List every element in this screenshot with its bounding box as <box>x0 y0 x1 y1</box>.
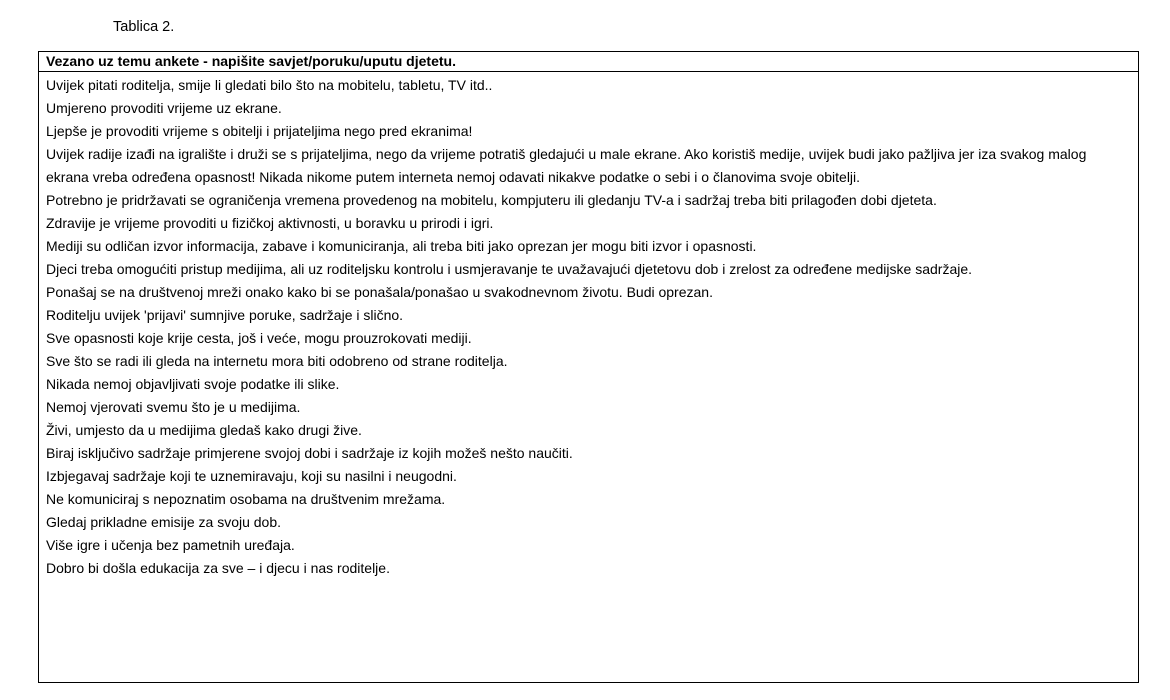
table-row: Ljepše je provoditi vrijeme s obitelji i prijateljima nego pred ekranima! <box>46 123 473 139</box>
table-row: Nemoj vjerovati svemu što je u medijima. <box>46 399 301 415</box>
table-row: Uvijek radije izađi na igralište i druži se s prijateljima, nego da vrijeme potratiš gledajući u male ekrane. Ako koristiš medije, uvijek budi jako pažljiva jer iza svakog malog ekrana vreba određena opasnost! Nikada nikome putem interneta nemoj odavati nikakve podatke o sebi i o članovima svoje obitelji. <box>46 146 1087 185</box>
table-row: Ponašaj se na društvenoj mreži onako kako bi se ponašala/ponašao u svakodnevnom životu. Budi oprezan. <box>46 284 713 300</box>
table-row: Umjereno provoditi vrijeme uz ekrane. <box>46 100 282 116</box>
table-row: Gledaj prikladne emisije za svoju dob. <box>46 514 282 530</box>
table-header: Vezano uz temu ankete - napišite savjet/poruku/uputu djetetu. <box>39 52 1138 72</box>
table-row: Više igre i učenja bez pametnih uređaja. <box>46 537 295 553</box>
table-row: Potrebno je pridržavati se ograničenja vremena provedenog na mobitelu, kompjuteru ili gledanju TV-a i sadržaj treba biti prilagođen dobi djeteta. <box>46 192 937 208</box>
table-row: Sve opasnosti koje krije cesta, još i veće, mogu prouzrokovati mediji. <box>46 330 472 346</box>
table-row: Uvijek pitati roditelja, smije li gledati bilo što na mobitelu, tabletu, TV itd.. <box>46 77 493 93</box>
table-row: Roditelju uvijek 'prijavi' sumnjive poruke, sadržaje i slično. <box>46 307 404 323</box>
table-row: Sve što se radi ili gleda na internetu mora biti odobreno od strane roditelja. <box>46 353 508 369</box>
table-caption: Tablica 2. <box>113 19 175 35</box>
table-row: Ne komuniciraj s nepoznatim osobama na društvenim mrežama. <box>46 491 446 507</box>
table-row: Zdravije je vrijeme provoditi u fizičkoj aktivnosti, u boravku u prirodi i igri. <box>46 215 494 231</box>
table-row: Izbjegavaj sadržaje koji te uznemiravaju, koji su nasilni i neugodni. <box>46 468 457 484</box>
advice-table <box>38 51 1139 683</box>
table-row: Živi, umjesto da u medijima gledaš kako drugi žive. <box>46 422 362 438</box>
table-row: Biraj isključivo sadržaje primjerene svojoj dobi i sadržaje iz kojih možeš nešto naučiti. <box>46 445 573 461</box>
table-rows <box>39 72 1138 580</box>
table-row: Djeci treba omogućiti pristup medijima, ali uz roditeljsku kontrolu i usmjeravanje te uvažavajući djetetovu dob i zrelost za određene medijske sadržaje. <box>46 261 973 277</box>
table-row: Dobro bi došla edukacija za sve – i djecu i nas roditelje. <box>46 560 390 576</box>
table-row: Mediji su odličan izvor informacija, zabave i komuniciranja, ali treba biti jako oprezan jer mogu biti izvor i opasnosti. <box>46 238 757 254</box>
table-row: Nikada nemoj objavljivati svoje podatke ili slike. <box>46 376 340 392</box>
